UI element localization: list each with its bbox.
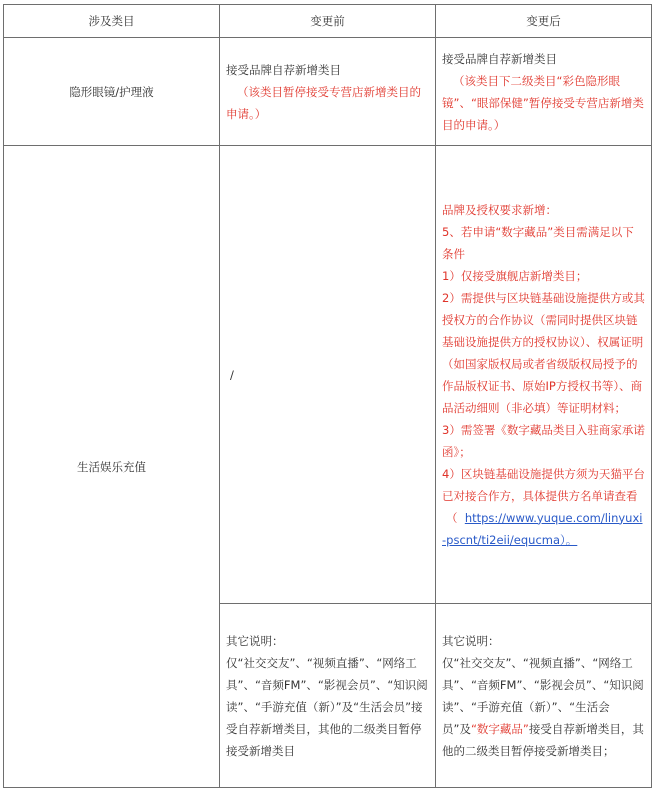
row1-before-text: 接受品牌自荐新增类目	[226, 62, 341, 77]
row3-before-title: 其它说明：	[226, 633, 284, 648]
link-open-paren: （	[446, 510, 458, 525]
row3-after-text-a: 仅“社交交友”、“视频直播”、“网络工具”、“音频FM”、“影视会员”、“知识阅读”、“手游充值（新）”、“生活会员”及	[442, 655, 644, 736]
provider-link-line	[442, 507, 645, 551]
row2-after	[436, 146, 652, 604]
condition-1: 1）仅接受旗舰店新增类目；	[442, 268, 588, 283]
row3-before	[220, 604, 436, 788]
header-category: 涉及类目	[4, 5, 220, 38]
row2-before: /	[220, 146, 436, 604]
condition-3: 3）需签署《数字藏品类目入驻商家承诺函》；	[442, 422, 645, 459]
row1-before-note: （该类目暂停接受专营店新增类目的申请。）	[226, 84, 421, 121]
condition-4: 4）区块链基础设施提供方须为天猫平台已对接合作方，具体提供方名单请查看	[442, 466, 645, 503]
row1-after-note: （该类目下二级类目“彩色隐形眼镜”、“眼部保健”暂停接受专营店新增类目的申请。）	[442, 73, 644, 132]
row3-after-text-b: 接受自荐新增类目，其他的二级类目暂停接受新增类目；	[442, 721, 644, 758]
condition-5: 5、若申请“数字藏品”类目需满足以下条件	[442, 224, 634, 261]
row3-after-title: 其它说明：	[442, 633, 500, 648]
brand-auth-title: 品牌及授权要求新增：	[442, 202, 557, 217]
row3-before-text: 仅“社交交友”、“视频直播”、“网络工具”、“音频FM”、“影视会员”、“知识阅读”、“手游充值（新）”及“生活会员”接受自荐新增类目，其他的二级类目暂停接受新增类目	[226, 655, 428, 758]
header-row	[4, 5, 652, 38]
table-row	[4, 146, 652, 604]
row1-after-text: 接受品牌自荐新增类目	[442, 51, 557, 66]
row2-category: 生活娱乐充值	[4, 146, 220, 788]
condition-2: 2）需提供与区块链基础设施提供方或其授权方的合作协议（需同时提供区块链基础设施提供方的授权协议）、权属证明（如国家版权局或者省级版权局授予的作品版权证书、原始IP方授权书等）、商品活动细则（非必填）等证明材料；	[442, 290, 645, 415]
header-before: 变更前	[220, 5, 436, 38]
row3-after-text	[442, 652, 645, 762]
row1-before	[220, 38, 436, 146]
category-change-table	[3, 4, 652, 788]
yuque-link[interactable]: https://www.yuque.com/linyuxi-pscnt/ti2eii/equcma	[442, 510, 643, 547]
row3-after-digital: “数字藏品”	[470, 721, 529, 736]
table-row	[4, 38, 652, 146]
link-close-paren: ）。	[560, 532, 578, 547]
row3-after	[436, 604, 652, 788]
header-after: 变更后	[436, 5, 652, 38]
row1-category: 隐形眼镜/护理液	[4, 38, 220, 146]
row1-after	[436, 38, 652, 146]
